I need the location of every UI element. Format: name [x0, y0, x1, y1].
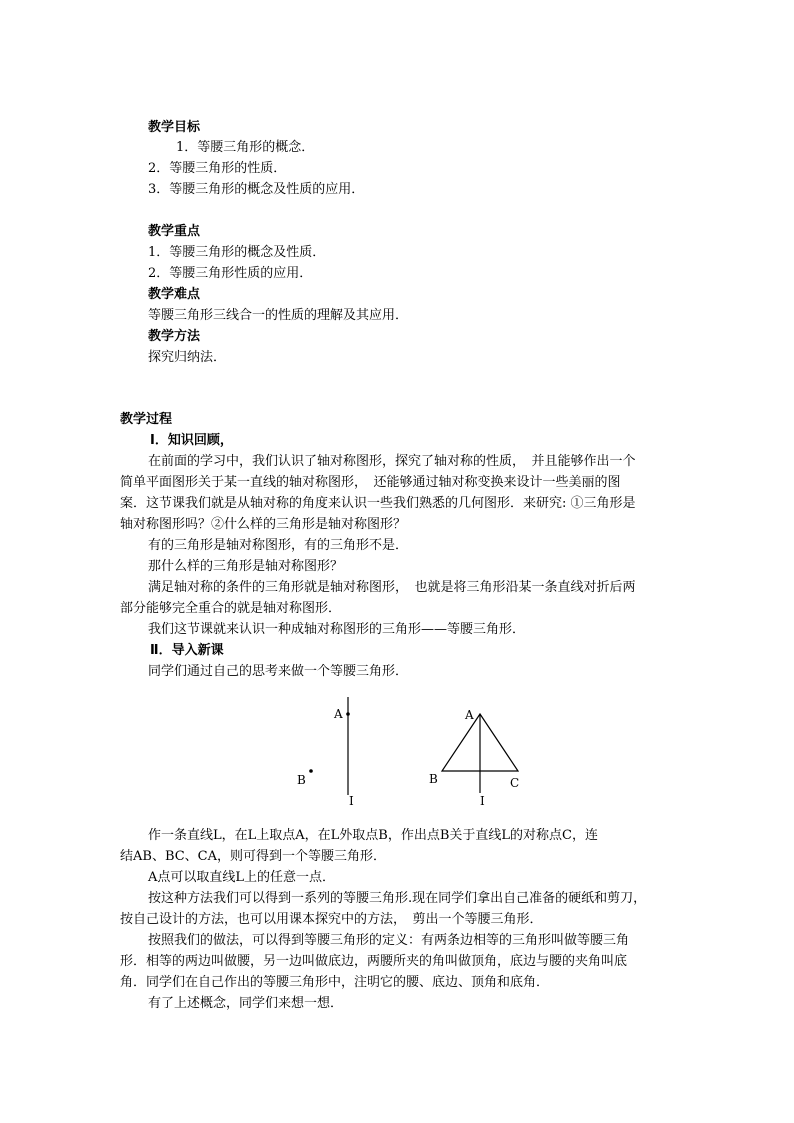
key-points-heading: 教学重点	[148, 224, 201, 239]
process-heading: 教学过程	[120, 412, 173, 427]
label-c-right: C	[510, 776, 520, 790]
label-b-right: B	[429, 772, 438, 786]
section1-line-7: 满足轴对称的条件的三角形就是轴对称图形， 也就是将三角形沿某一条直线对折后两	[148, 580, 636, 595]
section2-line-3: A点可以取直线L上的任意一点．	[148, 870, 336, 885]
difficulties-heading: 教学难点	[148, 287, 201, 302]
goals-item-3: 3．等腰三角形的概念及性质的应用．	[148, 182, 365, 197]
point-b-left	[309, 769, 313, 773]
section2-intro: 同学们通过自己的思考来做一个等腰三角形．	[148, 664, 409, 679]
goals-heading: 教学目标	[148, 120, 201, 135]
method-heading: 教学方法	[148, 329, 201, 344]
section1-line-5: 有的三角形是轴对称图形，有的三角形不是．	[148, 538, 409, 553]
section2-line-1: 作一条直线L，在L上取点A，在L外取点B，作出点B关于直线L的对称点C，连	[148, 828, 598, 843]
section2-line-9: 有了上述概念，同学们来想一想．	[148, 996, 344, 1011]
section2-line-4: 按这种方法我们可以得到一系列的等腰三角形.现在同学们拿出自己准备的硬纸和剪刀，	[148, 891, 647, 906]
section2-line-8: 角．同学们在自己作出的等腰三角形中，注明它的腰、底边、顶角和底角．	[120, 975, 550, 990]
label-a-right: A	[465, 708, 474, 722]
method-text: 探究归纳法．	[148, 350, 227, 365]
point-a-left	[346, 712, 350, 716]
section1-heading: Ⅰ．知识回顾，	[150, 433, 233, 448]
construction-figure	[280, 695, 540, 815]
key-points-item-2: 2．等腰三角形性质的应用．	[148, 266, 313, 281]
key-points-item-1: 1．等腰三角形的概念及性质．	[148, 245, 326, 260]
label-b-left: B	[297, 773, 306, 787]
difficulties-text: 等腰三角形三线合一的性质的理解及其应用．	[148, 308, 409, 323]
section1-line-4: 轴对称图形吗？②什么样的三角形是轴对称图形？	[120, 517, 407, 532]
section1-line-2: 简单平面图形关于某一直线的轴对称图形， 还能够通过轴对称变换来设计一些美丽的图	[120, 475, 621, 490]
section2-line-5: 按自己设计的方法，也可以用课本探究中的方法， 剪出一个等腰三角形．	[120, 912, 543, 927]
section2-heading: Ⅱ．导入新课	[150, 643, 224, 658]
section1-line-9: 我们这节课就来认识一种成轴对称图形的三角形——等腰三角形．	[148, 622, 526, 637]
label-l-left: I	[349, 794, 354, 808]
goals-item-1: 1．等腰三角形的概念．	[176, 140, 315, 155]
section1-line-8: 部分能够完全重合的就是轴对称图形．	[120, 601, 342, 616]
section1-line-6: 那什么样的三角形是轴对称图形？	[148, 559, 344, 574]
label-l-right: I	[480, 794, 485, 808]
section2-line-7: 形．相等的两边叫做腰，另一边叫做底边，两腰所夹的角叫做顶角，底边与腰的夹角叫底	[120, 954, 628, 969]
label-a-left: A	[334, 707, 343, 721]
section1-line-1: 在前面的学习中，我们认识了轴对称图形，探究了轴对称的性质， 并且能够作出一个	[148, 454, 636, 469]
goals-item-2: 2．等腰三角形的性质．	[148, 161, 287, 176]
section2-line-2: 结AB、BC、CA，则可得到一个等腰三角形．	[120, 849, 387, 864]
section1-line-3: 案．这节课我们就是从轴对称的角度来认识一些我们熟悉的几何图形．来研究: ①三角形是	[120, 496, 636, 511]
section2-line-6: 按照我们的做法，可以得到等腰三角形的定义：有两条边相等的三角形叫做等腰三角	[148, 933, 630, 948]
